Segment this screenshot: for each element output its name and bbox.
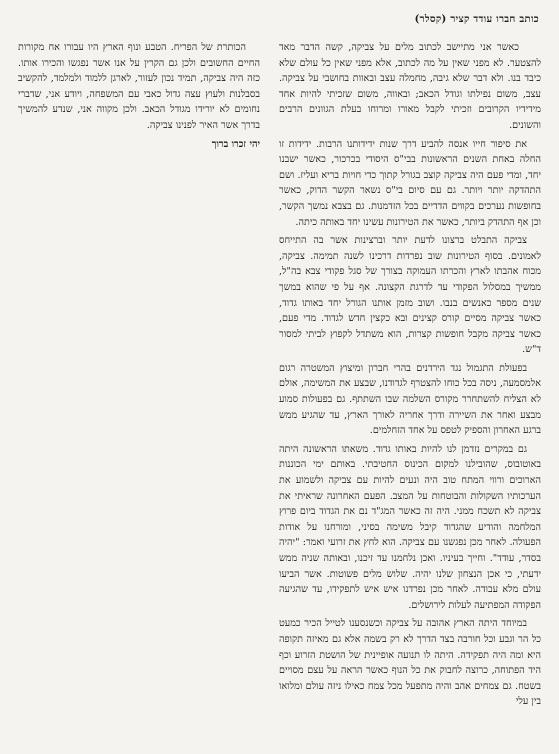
article-heading: כותב חברו עודד קציר (קסלר) [414, 14, 539, 25]
left-column [18, 40, 260, 152]
paragraph: צביקה התבלט ברצונו לדעת יותר וברצינות אשר בה התייחס לאמונים. בסוף הטירונות שוב נפרדות דרכינו לשנה תמימה. צביקה, מכוח אהבתו לארץ והכרתו העמוקה בצורך של סגל פקודי צבא בה"ל, ממשיך במסלול הפקודי עד לדרגת הקצונה. אף על פי שהוא במשך שנים מספר כאנשים בנבו. ושוב מזמן אותנו הגורל יחד באותו גדוד, כאשר צביקה מסיים קורס קצינים ובא כקצין חדש לגדוד. מדי פעם, כאשר צביקה מקבל חופשות קצרות, הוא משתדל לקפוץ לביתי למסור ד"ש. [279, 235, 541, 356]
paragraph: בפעולת התגמול נגד הירדנים בהרי חברון ומיצוץ המשטרה רגום אלמסמעה, ניסה בכל כוחו להצטרף לגדודנו, שבצע את המשימה, אולם לא הצליח להשתחרר מקורס השלמה שבו השתתף. גם בפעולות סמוע מבצע ואחר את השיירה ודרך אחריה לאורך הארץ, עד שהגיע ממש ברגע האחרון והספיק לטפס על אחד הזחלמים. [279, 362, 541, 437]
paragraph: את סיפור חייו אנסה להביע דרך שנות ידידותנו הרבות. ידידות זו החלה באחת השנים הראשונות בבי"ס היסודי בכרכור, כאשר ישבנו יחד, ומדי פעם היה צביקה קוצב בגורל קתוך כדי חויות בריא ועליז. ושם התהדקה יותר ויותר. גם עם סיום בי"ס נשאר הקשר הדוק, כאשר בחופשות נערכים בקווים הדדיים בכל הזדמנות. גם בצבא נמשך הקשר, וכן אף התהדק ביותר, כאשר את הטירונות עשינו יחד באותה כיתה. [279, 138, 541, 228]
paragraph: גם במקרים נזדמן לנו להיות באותו גדוד. משאתו הראשונה היתה באוטובוס, שהובילנו למקום הכינוס החטיבתי. באותם ימי הכוננות הארוכים ורווי המתח טוב היה ונעים להיות עם צביקה ולשמוע את הערכותיו השקולות והבוטחות על המצב. הפעם האחרונה שראיתי את צביקה לא תשכח ממני. היה זה כאשר המג"ד נם את הגדוד ביום פרוץ המלחמה והודיע שהגדוד קיבל משימה בסיני, ומורחנו על אודות הפעולה. לאחר מכן נפגשנו עם צביקה. הוא לחץ את זרועי ואמר: "יהיה בסדר, עודד". וחייך בעיניו. ואכן נלחמנו עד זיכנו, ובאותה שניה ממש ידעתי, כי אכן הנצחון שלנו יהיה. שלוש מלים פשוטות. אשר הביעו עולם מלא עבודה. לאחר מכן נפרדנו איש איש לתפקידו, עד שהגיעה הפקודה המפתיעה לעלות לירושלים. [279, 443, 541, 611]
memorial-signoff: יהי זכרו ברוך [211, 138, 260, 150]
paragraph: במיוחד היתה הארץ אהובה על צביקה וכשנסענו לטייל הכיר כמעט כל הר וגבע וכל חורבה בצד הדרך לא רק בשמה אלא גם מאיזה תקופה היא ומה היה תפקידה. היתה לו תנועה אופיינית של הושטת הזרוע וכף היד הפתוחה, כרוצה לחבוק את כל הנוף כאשר הראה על עצם מסויים בשטח. גם צמחים אהב והיה מתפעל מכל צמח כאילו ניזה עולם ומלואו בין עלי [279, 618, 541, 708]
paragraph: הכותרת של הפריח. הטבע ונוף הארץ היו עבורו אח מקורות החיים החשובים ולכן גם הקרין על אנו אשר נפגשו והכירו אותו. כזה היה צביקה, תמיד נכון לעזור, לארגן ללמוד ולמלמד, להקשיב בסבלנות ולעוץ עצה גדול כאבי עם המשפחה, ויודע אני, שדברי נחומים לא יורידו מגודל הכאב. ולכן מקווה אני, שנדע להמשיך בדרך אשר האיר לפנינו צביקה. [18, 42, 260, 131]
paragraph: כאשר אני מתיישב לכתוב מלים על צביקה, קשה הדבר מאד להצטער. לא מפני שאין על מה לכתוב, אלא מפני שאין כל עולם שלא כיבד בנו. ולא דבר שלא גיבה, מחמלה עצב ובאוות בחושבי על צביקה. עצב, משום נפילתו וגודל הכאב; ובאווה, משום שזכיתי להיות אחד מידידיו הקרובים וזכיתי לקבל מאורו ומרוחו בעלת הגוונים הרבים והשונים. [279, 42, 541, 131]
right-column [279, 40, 541, 713]
